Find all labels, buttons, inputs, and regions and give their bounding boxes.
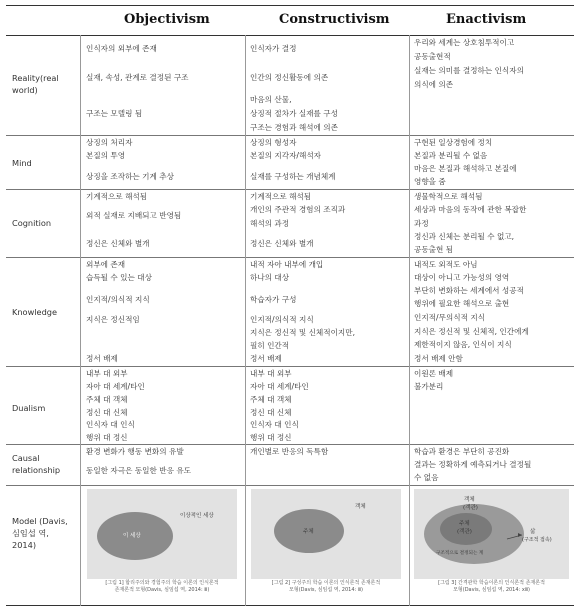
cell-text: 상징의 형성자 [250,138,297,147]
cell-text: 주체 대 객체 [250,395,292,404]
row-label-mind: Mind [12,158,32,168]
figure-2-caption [251,580,401,594]
cell-text: 내부 대 외부 [250,369,292,378]
cell-text: 인지적/의식적 지식 [250,315,314,324]
caption-line: [그림 3] 간격관학 학습이론의 인식론적 존재론적 [438,580,545,586]
cell-text: 결과는 정확하게 예측되거나 결정될 [414,460,532,469]
cell-text: 공동출현적 [414,52,451,61]
cell-text: 인간의 정신활동에 의존 [250,73,329,82]
figure-3-label-subject-objective: (객관) [457,529,472,535]
cell-text: 수 없음 [414,473,439,482]
cell-text: 인식자가 결정 [250,44,297,53]
cell-text: 본질의 지각자/해석자 [250,151,321,160]
table-top-rule [6,5,574,6]
cell-text: 우리와 세계는 상호침투적이고 [414,38,515,47]
cell-text: 본질의 투영 [86,151,126,160]
figure-3-panel [414,489,569,579]
column-divider [80,35,81,606]
cell-text: 자아 대 세계/타인 [250,382,309,391]
cell-text: 학습과 환경은 부단히 공진화 [414,447,510,456]
figure-2-label-subject: 주체 [303,529,314,535]
header-constructivism: Constructivism [279,12,390,27]
cell-text: 실재, 속성, 관계로 결정된 구조 [86,73,189,82]
cell-text: 동일한 자극은 동일한 반응 유도 [86,466,192,475]
figure-1-label-ideal-world: 이상적인 세상 [180,513,214,519]
cell-text: 내부 대 외부 [86,369,128,378]
figure-3-label-structural-coupling: (구조적 접속) [522,537,552,543]
figure-1-diagram [87,489,237,579]
row-label-causal: Causal relationship [12,453,61,475]
row-label-model: Model (Davis, 심임섭 역, 2014) [12,516,68,550]
cell-text: 부단히 변화하는 세계에서 성공적 [414,286,524,295]
figure-3-label-subject: 주체 [459,521,470,527]
cell-text: 하나의 대상 [250,273,290,282]
cell-text: 마음의 산물, [250,95,292,104]
figure-3-label-life: 삶 [530,529,536,535]
cell-text: 행위 대 정신 [250,433,292,442]
row-divider [6,189,574,190]
figure-3-diagram [414,489,569,579]
figure-1-label-world: 이 세상 [123,533,141,539]
row-label-cognition: Cognition [12,218,52,228]
row-label-dualism: Dualism [12,403,46,413]
cell-text: 정서 배제 [86,354,118,363]
cell-text: 정신과 신체는 분리될 수 없고, [414,232,515,241]
cell-text: 정서 배제 [250,354,282,363]
cell-text: 정신 대 신체 [86,408,128,417]
figure-3-label-object-objective: (객관) [463,505,478,511]
row-divider [6,444,574,445]
cell-text: 실재는 의미를 결정하는 인식자의 [414,66,524,75]
cell-text: 정신은 신체와 별개 [250,239,314,248]
figure-3-label-object: 객체 [464,497,475,503]
cell-text: 실재를 구성하는 개념체계 [250,172,336,181]
cell-text: 외적 실재로 지배되고 반영됨 [86,211,182,220]
cell-text: 자아 대 세계/타인 [86,382,145,391]
cell-text: 필히 인간적 [250,341,290,350]
cell-text: 행위에 필요한 해석으로 출현 [414,299,510,308]
cell-text: 행위 대 정신 [86,433,128,442]
cell-text: 정서 배제 안함 [414,354,463,363]
cell-text: 해석의 과정 [250,219,290,228]
cell-text: 환경 변화가 행동 변화의 유발 [86,447,184,456]
cell-text: 생물학적으로 해석됨 [414,192,483,201]
caption-line: 모형(Davis, 심임섭 역, 2014: ⅲ) [289,587,363,593]
row-divider [6,257,574,258]
caption-line: [그림 1] 합리주의와 경험주의 학습 이론의 인식론적 [105,580,219,586]
figure-3-caption [414,580,569,594]
cell-text: 의식에 의존 [414,80,454,89]
cell-text: 개인별로 반응의 독특함 [250,447,329,456]
cell-text: 인지적/무의식적 지식 [414,313,485,322]
cell-text: 본질과 분리될 수 없음 [414,151,488,160]
row-divider [6,135,574,136]
header-rule [6,35,574,36]
figure-1-caption [87,580,237,594]
cell-text: 인식자의 외부에 존재 [86,44,157,53]
cell-text: 불가분리 [414,382,444,391]
cell-text: 세상과 마음의 동작에 관한 복잡한 [414,205,527,214]
cell-text: 인지적/의식적 지식 [86,295,150,304]
figure-2-label-object: 객체 [355,504,366,510]
cell-text: 영향을 줌 [414,177,446,186]
cell-text: 대상이 아니고 가능성의 영역 [414,273,510,282]
header-enactivism: Enactivism [446,12,527,27]
figure-3-label-structural-system: 구조적으로 결정되는 계 [436,551,484,556]
figure-2-panel [251,489,401,579]
cell-text: 인식자 대 인식 [86,420,135,429]
cell-text: 내적도 외적도 아님 [414,260,478,269]
cell-text: 구조는 경험과 해석에 의존 [250,123,338,132]
cell-text: 주체 대 객체 [86,395,128,404]
cell-text: 지식은 정신적 및 신체적, 인간에게 [414,327,529,336]
cell-text: 상징의 처리자 [86,138,133,147]
cell-text: 지식은 정신적임 [86,315,140,324]
cell-text: 개인의 주관적 경험의 조직과 [250,205,346,214]
cell-text: 구조는 모델링 됨 [86,109,143,118]
cell-text: 구현된 일상경험에 정치 [414,138,493,147]
row-divider [6,366,574,367]
cell-text: 기계적으로 해석됨 [250,192,312,201]
table-bottom-rule [6,605,574,606]
caption-line: [그림 2] 구성주의 학습 이론의 인식론적 존재론적 [271,580,381,586]
cell-text: 외부에 존재 [86,260,126,269]
cell-text: 마음은 본질과 해석하고 본질에 [414,164,517,173]
column-divider [409,35,410,606]
caption-line: 존재론적 모형(Davis, 심임섭 역, 2014: ⅲ) [114,587,210,593]
cell-text: 공동출현 됨 [414,245,454,254]
cell-text: 상징을 조작하는 기계 추상 [86,172,174,181]
row-label-reality: Reality(real world) [12,73,59,95]
cell-text: 상징적 절차가 실재를 구성 [250,109,338,118]
row-divider [6,485,574,486]
cell-text: 이원론 배제 [414,369,454,378]
cell-text: 습득될 수 있는 대상 [86,273,152,282]
figure-1-panel [87,489,237,579]
cell-text: 학습자가 구성 [250,295,297,304]
cell-text: 기계적으로 해석됨 [86,192,148,201]
cell-text: 정신 대 신체 [250,408,292,417]
cell-text: 인식자 대 인식 [250,420,299,429]
row-label-knowledge: Knowledge [12,307,58,317]
caption-line: 모형(Davis, 심임섭 역, 2014: ⅹⅲ) [453,587,530,593]
cell-text: 과정 [414,219,429,228]
cell-text: 제한적이지 않음, 인식이 지식 [414,340,512,349]
cell-text: 정신은 신체와 별개 [86,239,150,248]
cell-text: 내적 자아 내부에 개입 [250,260,324,269]
column-divider [245,35,246,606]
cell-text: 지식은 정신적 및 신체적이지만, [250,328,356,337]
figure-2-diagram [251,489,401,579]
header-objectivism: Objectivism [124,12,210,27]
